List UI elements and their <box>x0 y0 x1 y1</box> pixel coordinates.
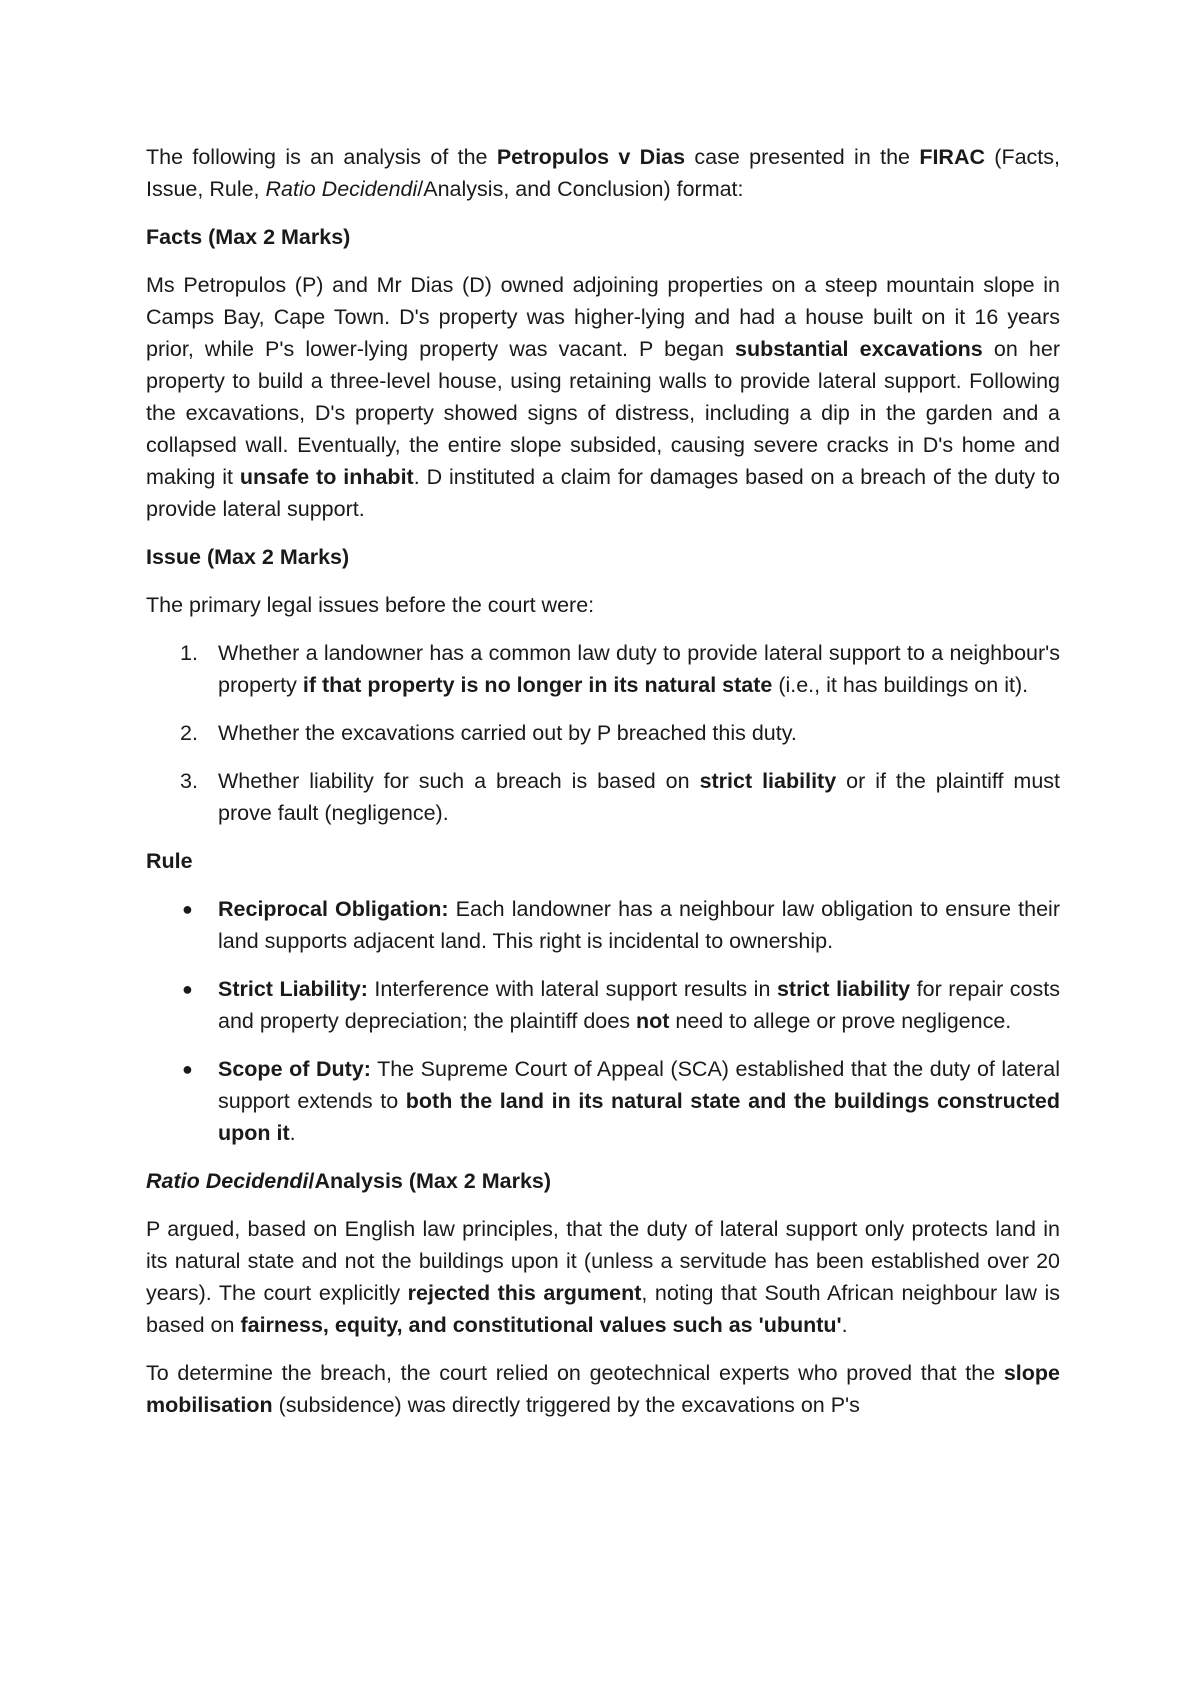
issue-list <box>146 637 1060 829</box>
issue-number: 2. <box>180 721 198 745</box>
ratio-paragraph-2: To determine the breach, the court relied on geotechnical experts who proved that the slope mobilisation (subsidence) was directly triggered by the excavations on P's <box>146 1361 1060 1417</box>
ratio-paragraph-1: P argued, based on English law principles, that the duty of lateral support only protects land in its natural state and not the buildings upon it (unless a servitude has been established over 20 years). The court explicitly rejected this argument, noting that South African neighbour law is based on fairness, equity, and constitutional values such as 'ubuntu'. <box>146 1217 1060 1337</box>
document-body <box>146 141 1060 1437</box>
issue-lead: The primary legal issues before the court were: <box>146 593 595 617</box>
issue-item: 1. Whether a landowner has a common law duty to provide lateral support to a neighbour's property if that property is no longer in its natural state (i.e., it has buildings on it). <box>146 637 1060 701</box>
rule-item: ● Strict Liability: Interference with lateral support results in strict liability for repair costs and property depreciation; the plaintiff does not need to allege or prove negligence. <box>146 973 1060 1037</box>
issue-number: 3. <box>180 769 198 793</box>
issue-heading: Issue (Max 2 Marks) <box>146 545 350 569</box>
facts-paragraph: Ms Petropulos (P) and Mr Dias (D) owned adjoining properties on a steep mountain slope in Camps Bay, Cape Town. D's property was higher-lying and had a house built on it 16 years prior, while P's lower-lying property was vacant. P began substantial excavations on her property to build a three-level house, using retaining walls to provide lateral support. Following the excavations, D's property showed signs of distress, including a dip in the garden and a collapsed wall. Eventually, the entire slope subsided, causing severe cracks in D's home and making it unsafe to inhabit. D instituted a claim for damages based on a breach of the duty to provide lateral support. <box>146 273 1061 521</box>
issue-item: 2. Whether the excavations carried out by P breached this duty. <box>146 717 1060 749</box>
rule-heading: Rule <box>146 849 193 873</box>
rule-list <box>146 893 1060 1149</box>
ratio-heading: Ratio Decidendi/Analysis (Max 2 Marks) <box>146 1169 552 1193</box>
facts-heading: Facts (Max 2 Marks) <box>146 225 351 249</box>
intro-paragraph: The following is an analysis of the Petropulos v Dias case presented in the FIRAC (Facts, Issue, Rule, Ratio Decidendi/Analysis, and Conclusion) format: <box>146 145 1061 201</box>
case-name: Petropulos v Dias <box>496 145 686 169</box>
issue-number: 1. <box>180 641 198 665</box>
bullet-icon: ● <box>182 899 193 919</box>
rule-item: ● Scope of Duty: The Supreme Court of Appeal (SCA) established that the duty of lateral support extends to both the land in its natural state and the buildings constructed upon it. <box>146 1053 1060 1149</box>
firac-term: FIRAC <box>919 145 985 169</box>
bullet-icon: ● <box>182 1059 193 1079</box>
issue-item: 3. Whether liability for such a breach is based on strict liability or if the plaintiff must prove fault (negligence). <box>146 765 1060 829</box>
bullet-icon: ● <box>182 979 193 999</box>
rule-item: ● Reciprocal Obligation: Each landowner has a neighbour law obligation to ensure their land supports adjacent land. This right is incidental to ownership. <box>146 893 1060 957</box>
